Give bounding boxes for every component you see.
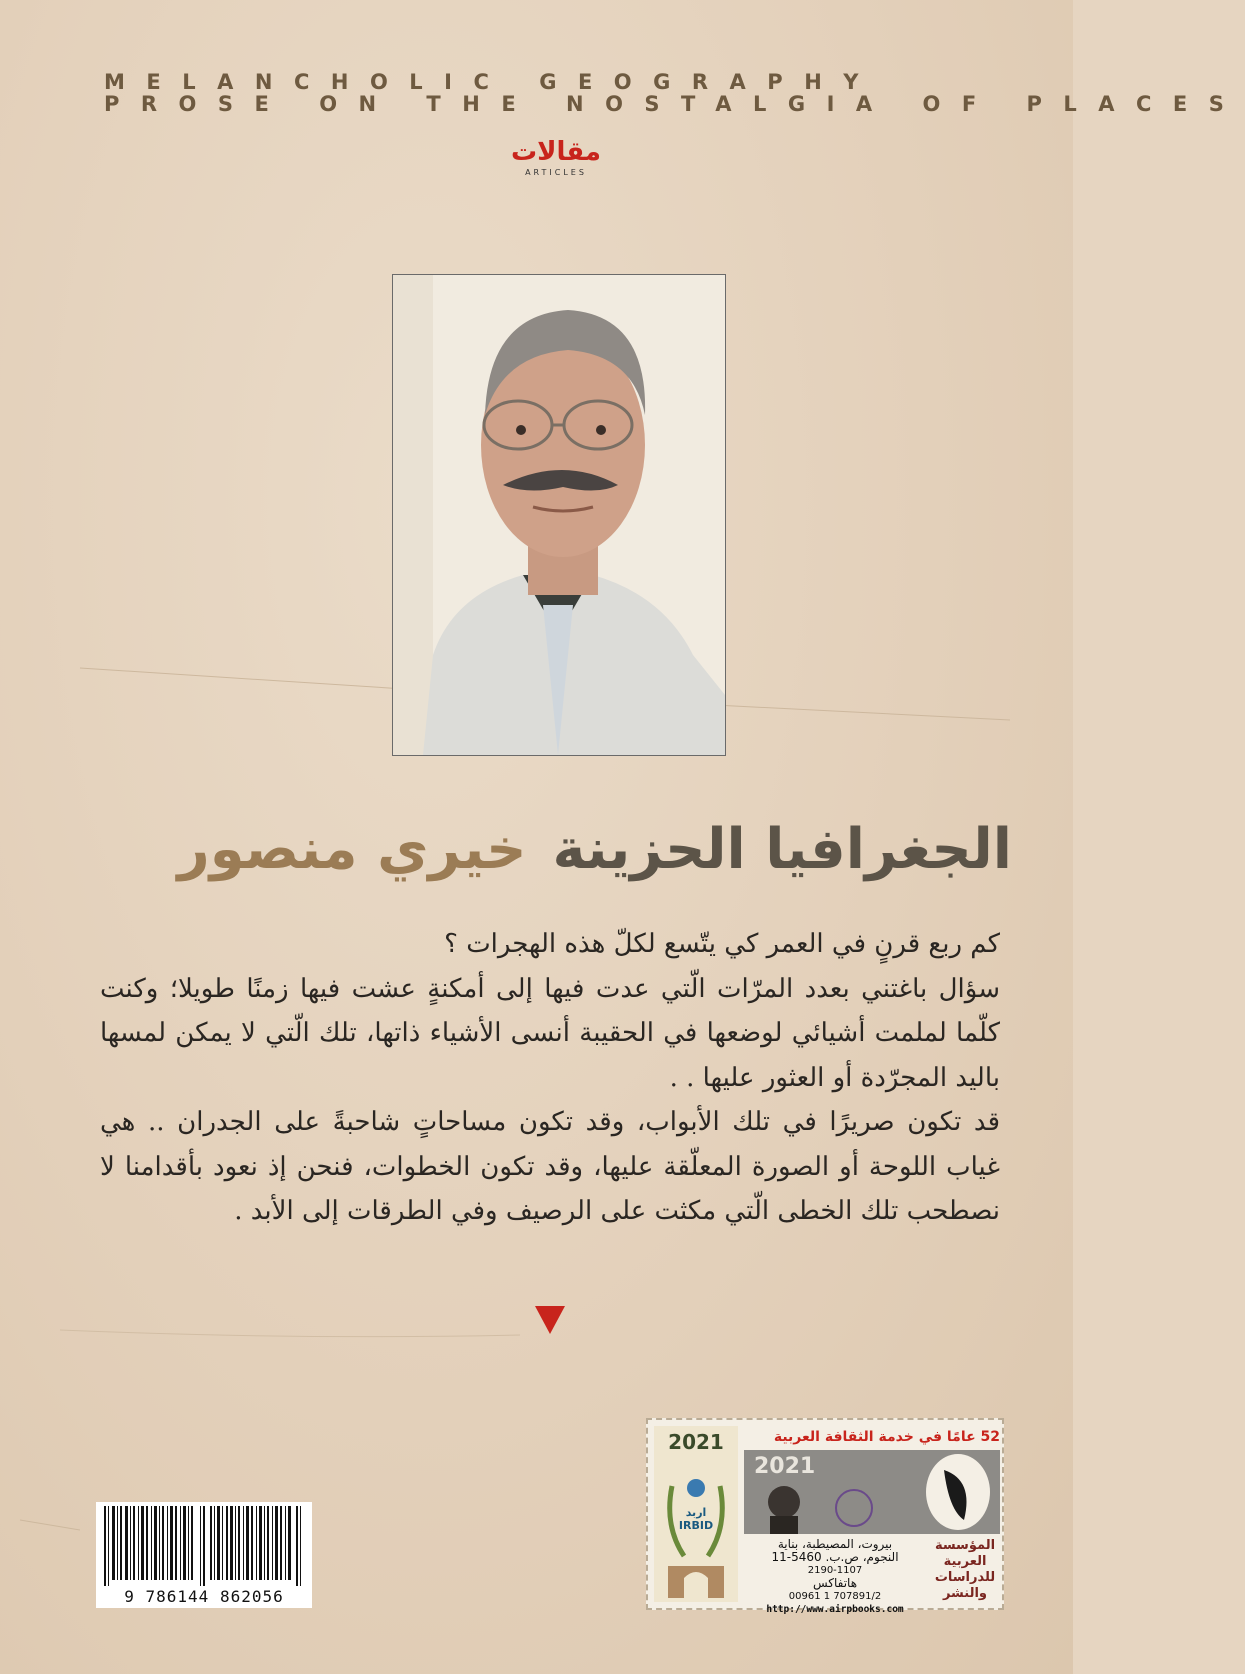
publisher-address: بيروت، المصيطبة، بناية bbox=[777, 1537, 893, 1551]
barcode-bars bbox=[96, 1502, 312, 1586]
stamp-badge-number: 52 bbox=[980, 1429, 1000, 1445]
book-title-arabic: الجغرافيا الحزينة bbox=[552, 817, 1012, 882]
arabic-title-row bbox=[100, 800, 1012, 900]
stamp-irbid-english: IRBID bbox=[678, 1519, 714, 1532]
publisher-tel: 2190-1107 bbox=[807, 1565, 863, 1576]
series-logo-arabic: مقالات bbox=[510, 137, 602, 167]
stamp-headline-text: عامًا في خدمة الثقافة العربية bbox=[773, 1429, 976, 1445]
english-title-line2: PROSE ON THE NOSTALGIA OF PLACES bbox=[104, 92, 1245, 116]
author-photo bbox=[392, 274, 726, 756]
publisher-pobox: النجوم، ص.ب. 5460-11 bbox=[771, 1550, 899, 1564]
blurb-paragraph-1: كم ربع قرنٍ في العمر كي يتّسع لكلّ هذه الهجرات ؟ bbox=[444, 929, 1000, 959]
stamp-irbid-label bbox=[654, 1506, 738, 1532]
author-portrait-illustration bbox=[393, 275, 725, 755]
irbid-stamp-panel bbox=[654, 1426, 738, 1602]
stamp-year: 2021 bbox=[668, 1430, 724, 1454]
publisher-stamp bbox=[646, 1418, 1004, 1615]
publisher-name: المؤسسة العربية للدراسات والنشر bbox=[934, 1538, 996, 1601]
series-logo-english: ARTICLES bbox=[525, 168, 587, 177]
stamp-mid-year: 2021 bbox=[754, 1454, 816, 1479]
series-logo bbox=[506, 138, 606, 188]
isbn-number: 9 786144 862056 bbox=[124, 1587, 284, 1606]
publisher-contact bbox=[744, 1537, 926, 1615]
blurb-text bbox=[100, 922, 1000, 1234]
publisher-phone: 00961 1 707891/2 bbox=[788, 1591, 882, 1602]
blurb-paragraph-3: قد تكون صريرًا في تلك الأبواب، وقد تكون مساحاتٍ شاحبةً على الجدران .. هي غياب اللوحة أو الصورة المعلّقة عليها، وقد تكون الخطوات، فنحن إذ نعود بأقدامنا لا نصطحب تلك الخطى الّتي مكثت على الرصيف وفي الطرقات إلى الأبد . bbox=[100, 1107, 1000, 1226]
isbn-barcode bbox=[96, 1502, 312, 1608]
stamp-image-panel bbox=[744, 1450, 1000, 1534]
red-triangle-icon bbox=[535, 1306, 565, 1334]
publisher-fax-label: هاتفاكس bbox=[812, 1576, 858, 1590]
blurb-paragraph-2: سؤال باغتني بعدد المرّات الّتي عدت فيها إلى أمكنةٍ عشت فيها زمنًا طويلا؛ وكنت كلّما لملمت أشيائي لوضعها في الحقيبة أنسى الأشياء ذاتها، تلك الّتي لا يمكن لمسها باليد المجرّدة أو العثور عليها . . bbox=[100, 973, 1000, 1093]
stamp-headline bbox=[744, 1426, 1000, 1448]
stamp-portrait-icon bbox=[744, 1450, 1000, 1534]
english-title-line1: MELANCHOLIC GEOGRAPHY bbox=[104, 70, 880, 94]
stamp-irbid-arabic: اربد bbox=[685, 1506, 707, 1519]
publisher-url: http://www.airpbooks.com bbox=[766, 1604, 904, 1615]
author-name-arabic: خيري منصور bbox=[177, 817, 527, 882]
